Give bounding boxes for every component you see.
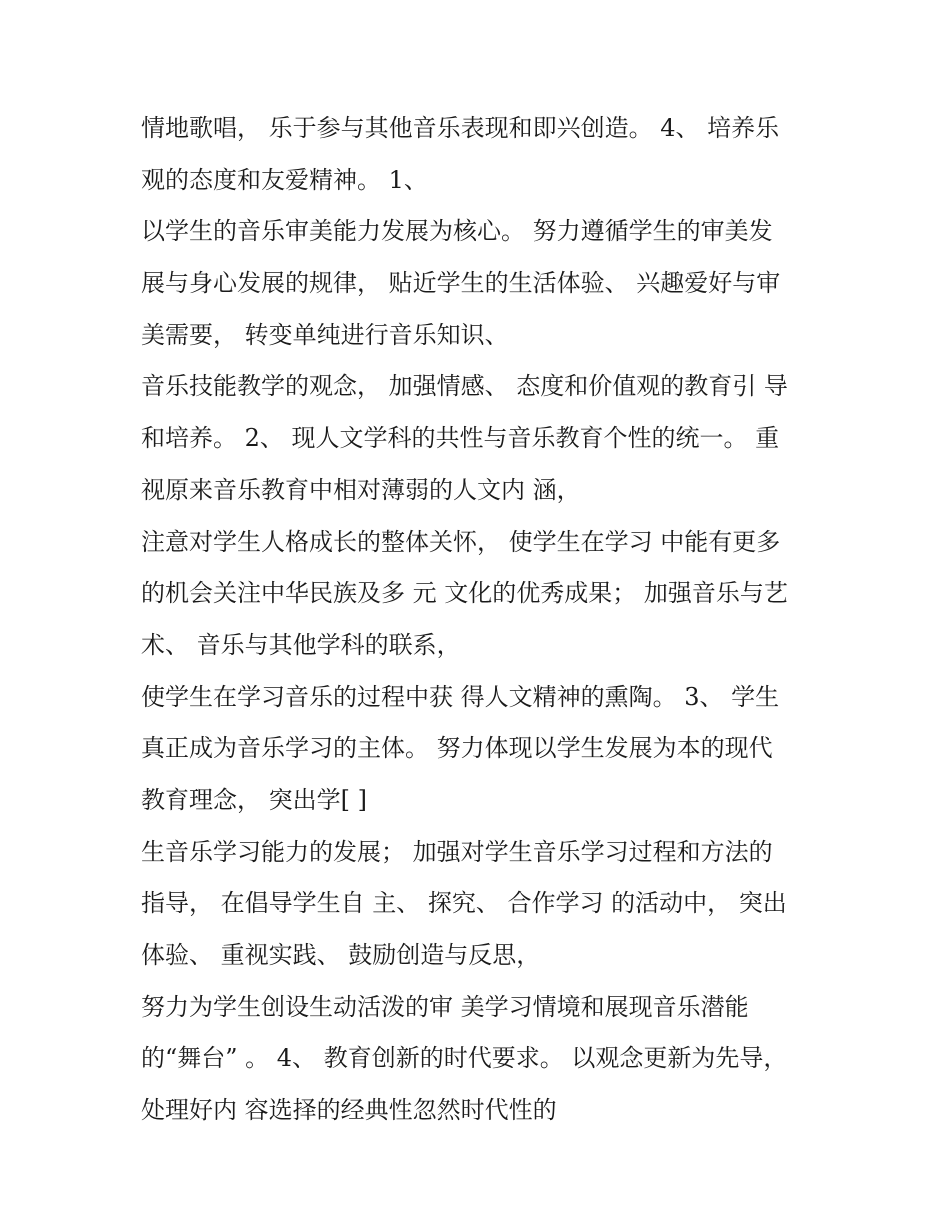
text-line: 以学生的音乐审美能力发展为核心。 努力遵循学生的审美发 [141, 217, 773, 246]
text-line: 美需要， 转变单纯进行音乐知识、 [141, 320, 509, 349]
text-line: 注意对学生人格成长的整体关怀， 使学生在学习 中能有更多 [141, 527, 781, 556]
text-line: 真正成为音乐学习的主体。 努力体现以学生发展为本的现代 [141, 734, 773, 763]
text-line: 音乐技能教学的观念， 加强情感、 态度和价值观的教育引 导 [141, 372, 788, 401]
text-line: 生音乐学习能力的发展； 加强对学生音乐学习过程和方法的 [141, 837, 773, 866]
text-line: 观的态度和友爱精神。 1、 [141, 165, 428, 194]
text-line: 的“舞台” 。 4、 教育创新的时代要求。 以观念更新为先导， [141, 1044, 788, 1073]
text-line: 的机会关注中华民族及多 元 文化的优秀成果； 加强音乐与艺 [141, 579, 788, 608]
text-line: 处理好内 容选择的经典性忽然时代性的 [141, 1096, 557, 1125]
text-line: 和培养。 2、 现人文学科的共性与音乐教育个性的统一。 重 [141, 424, 780, 453]
text-line: 展与身心发展的规律， 贴近学生的生活体验、 兴趣爱好与审 [141, 269, 781, 298]
text-line: 术、 音乐与其他学科的联系， [141, 630, 461, 659]
text-line: 使学生在学习音乐的过程中获 得人文精神的熏陶。 3、 学生 [141, 682, 780, 711]
text-line: 努力为学生创设生动活泼的审 美学习情境和展现音乐潜能 [141, 992, 749, 1021]
text-line: 教育理念， 突出学[ ] [141, 785, 367, 814]
text-line: 体验、 重视实践、 鼓励创造与反思， [141, 941, 541, 969]
text-line: 指导， 在倡导学生自 主、 探究、 合作学习 的活动中， 突出 [141, 889, 787, 918]
text-line: 情地歌唱， 乐于参与其他音乐表现和即兴创造。 4、 培养乐 [141, 114, 780, 142]
text-line: 视原来音乐教育中相对薄弱的人文内 涵， [141, 475, 581, 504]
body-text [141, 103, 821, 1137]
